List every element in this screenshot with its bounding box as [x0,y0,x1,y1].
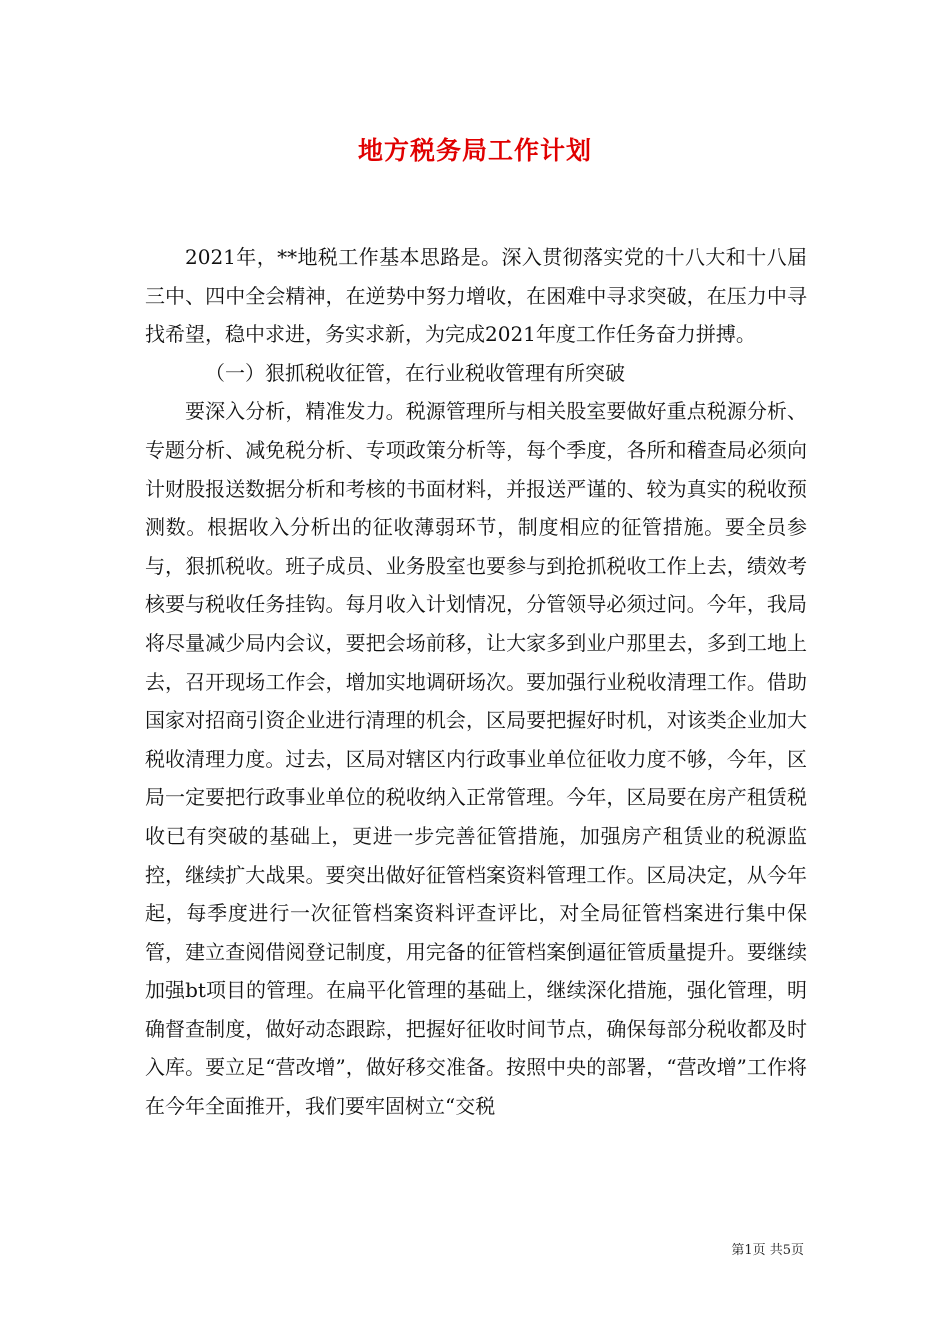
document-body [145,238,807,1126]
paragraph-intro: 2021年，**地税工作基本思路是。深入贯彻落实党的十八大和十八届三中、四中全会精神，在逆势中努力增收，在困难中寻求突破，在压力中寻找希望，稳中求进，务实求新，为完成2021年度工作任务奋力拼搏。 [145,245,807,347]
section-heading: （一）狠抓税收征管，在行业税收管理有所突破 [205,360,625,385]
page-number: 第1页 共5页 [731,1243,804,1258]
paragraph-body: 要深入分析，精准发力。税源管理所与相关股室要做好重点税源分析、专题分析、减免税分析、专项政策分析等，每个季度，各所和稽查局必须向计财股报送数据分析和考核的书面材料，并报送严谨的、较为真实的税收预测数。根据收入分析出的征收薄弱环节，制度相应的征管措施。要全员参与，狠抓税收。班子成员、业务股室也要参与到抢抓税收工作上去，绩效考核要与税收任务挂钩。每月收入计划情况，分管领导必须过问。今年，我局将尽量减少局内会议，要把会场前移，让大家多到业户那里去，多到工地上去，召开现场工作会，增加实地调研场次。要加强行业税收清理工作。借助国家对招商引资企业进行清理的机会，区局要把握好时机，对该类企业加大税收清理力度。过去，区局对辖区内行政事业单位征收力度不够，今年，区局一定要把行政事业单位的税收纳入正常管理。今年，区局要在房产租赁税收已有突破的基础上，更进一步完善征管措施，加强房产租赁业的税源监控，继续扩大战果。要突出做好征管档案资料管理工作。区局决定，从今年起，每季度进行一次征管档案资料评查评比，对全局征管档案进行集中保管，建立查阅借阅登记制度，用完备的征管档案倒逼征管质量提升。要继续加强bt项目的管理。在扁平化管理的基础上，继续深化措施，强化管理，明确督查制度，做好动态跟踪，把握好征收时间节点，确保每部分税收都及时入库。要立足“营改增”，做好移交准备。按照中央的部署，“营改增”工作将在今年全面推开，我们要牢固树立“交税 [145,399,807,1119]
document-title: 地方税务局工作计划 [357,136,592,165]
